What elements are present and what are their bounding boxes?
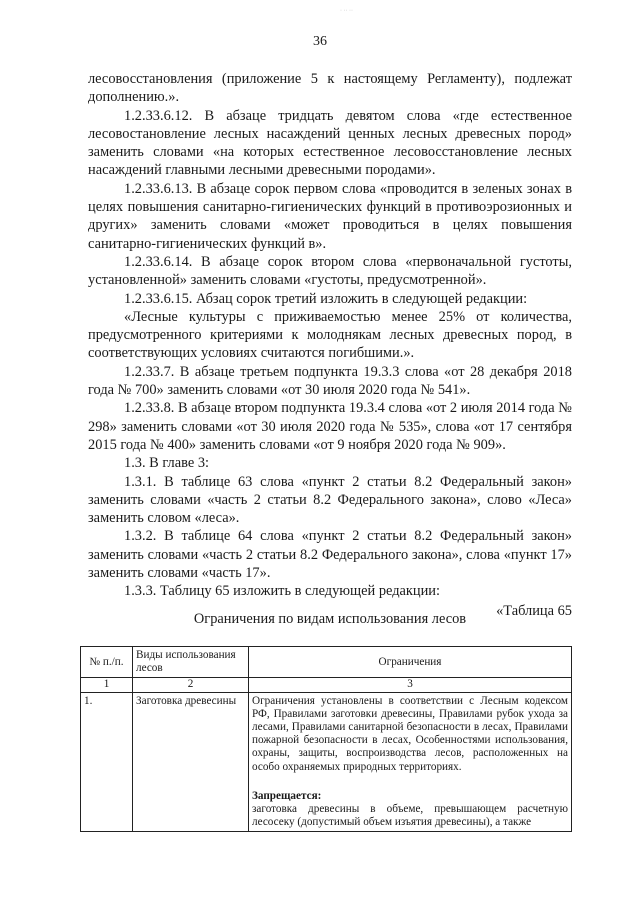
page-number: 36 — [313, 34, 327, 49]
paragraph: 1.3.3. Таблицу 65 изложить в следующей редакции: — [124, 583, 441, 600]
paragraph: 1.3.1. В таблице 63 слова «пункт 2 статьи 8.2 Федеральный закон» заменить словами «часть 2 статьи 8.2 Федерального закона», слово «Леса» заменить словом «леса». — [88, 473, 572, 527]
column-number: 2 — [133, 678, 249, 692]
table-reference: «Таблица 65 — [496, 602, 572, 619]
paragraph: 1.2.33.6.15. Абзац сорок третий изложить в следующей редакции: — [124, 290, 528, 307]
paragraph: «Лесные культуры с приживаемостью менее 25% от количества, предусмотренного критериями к молоднякам лесных древесных пород, в соответствующих условиях считаются погибшими.». — [88, 308, 572, 362]
column-number: 3 — [249, 678, 572, 692]
paragraph: 1.2.33.6.12. В абзаце тридцать девятом слова «где естественное лесовостановление лесных насаждений ценных лесных древесных пород» заменить словами «на которых естественное лесовосстановление лесных насаждений главными лесными древесными породами». — [88, 107, 572, 179]
paragraph: 1.3.2. В таблице 64 слова «пункт 2 статьи 8.2 Федеральный закон» заменить словами «часть 2 статьи 8.2 Федерального закона», слова «пункт 17» заменить словами «часть 17». — [88, 528, 572, 582]
restriction-text: Ограничения установлены в соответствии с Лесным кодексом РФ, Правилами заготовки древесины, Правилами рубок ухода за лесами, Правилами санитарной безопасности в лесах, Правилами пожарной безопасности в лесах, Особенностями использования, охраны, защиты, воспроизводства лесов, расположенных на особо охраняемых природных территориях. — [252, 694, 568, 773]
header-restrictions: Ограничения — [249, 647, 572, 678]
header-usage-type: Виды использования лесов — [133, 647, 249, 678]
row-usage-type: Заготовка древесины — [133, 692, 249, 832]
header-number: № п./п. — [81, 647, 133, 678]
paragraph: 1.2.33.7. В абзаце третьем подпункта 19.3.3 слова «от 28 декабря 2018 года № 700» заменить словами «от 30 июля 2020 года № 541». — [88, 363, 572, 399]
paragraph: лесовосстановления (приложение 5 к настоящему Регламенту), подлежат дополнению.». — [88, 71, 572, 106]
prohibited-text: заготовка древесины в объеме, превышающем расчетную лесосеку (допустимый объем изъятия древесины), а также — [252, 803, 568, 829]
scan-artifact: · ·· ·· — [340, 8, 353, 14]
paragraph: 1.2.33.6.14. В абзаце сорок втором слова «первоначальной густоты, установленной» заменить словами «густоты, предусмотренной». — [88, 253, 572, 289]
table-title: Ограничения по видам использования лесов — [193, 611, 467, 627]
column-number-row — [81, 678, 572, 692]
paragraph: 1.2.33.6.13. В абзаце сорок первом слова «проводится в зеленых зонах в целях повышения санитарно-гигиенических функций в противоэрозионных и других» заменить словами «может проводиться в целях повышения санитарно-гигиенических функций в». — [88, 180, 572, 252]
paragraph: 1.2.33.8. В абзаце втором подпункта 19.3.4 слова «от 2 июля 2014 года № 298» заменить словами «от 30 июля 2020 года № 535», слова «от 17 сентября 2015 года № 400» заменить словами «от 9 ноября 2020 года № 909». — [88, 400, 572, 453]
restrictions-table — [80, 646, 572, 832]
column-number: 1 — [81, 678, 133, 692]
table-row — [81, 692, 572, 832]
prohibited-label: Запрещается: — [252, 789, 322, 802]
paragraph: 1.3. В главе 3: — [124, 455, 210, 472]
row-restrictions — [249, 692, 572, 832]
document-body — [88, 70, 572, 620]
table-header-row — [81, 647, 572, 678]
row-number: 1. — [81, 692, 133, 832]
